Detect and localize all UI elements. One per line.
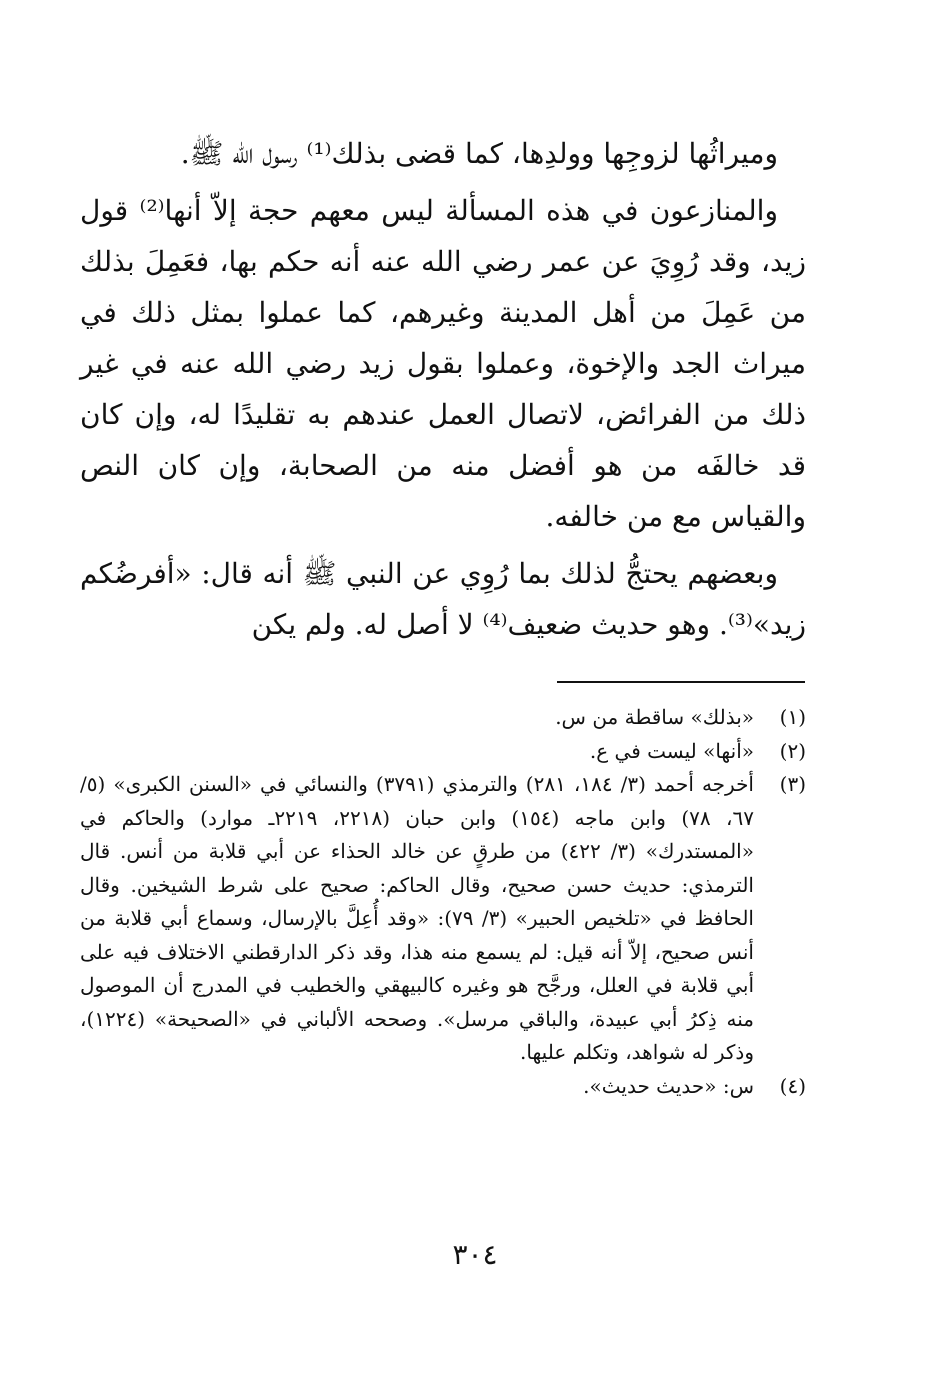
footnote-text: س: «حديث حديث». xyxy=(583,1073,754,1098)
paragraph: والمنازعون في هذه المسألة ليس معهم حجة إلاّ أنها⁽²⁾ قول زيد، وقد رُوِيَ عن عمر رضي الله عنه أنه حكم بها، فعَمِلَ بذلك من عَمِلَ من أهل المدينة وغيرهم، كما عملوا بمثل ذلك في ميراث الجد والإخوة، وعملوا بقول زيد رضي الله عنه في غير ذلك من الفرائض، لاتصال العمل عندهم به تقليدًا له، وإن كان قد خالفَه من هو أفضل منه من الصحابة، وإن كان النص والقياس مع من خالفه. xyxy=(80,194,806,533)
footnote-number: (٤) xyxy=(779,1073,806,1098)
footnote-text: «بذلك» ساقطة من س. xyxy=(555,705,754,729)
footnote xyxy=(80,701,806,735)
main-text xyxy=(80,128,806,650)
footnote-number: (٢) xyxy=(779,738,806,763)
footnote xyxy=(80,768,806,1070)
footnote-divider xyxy=(557,681,805,683)
footnote xyxy=(80,1070,806,1104)
paragraph: وميراثُها لزوجِها وولدِها، كما قضى بذلك⁽¹⁾ رسول الله ﷺ. xyxy=(180,137,778,170)
footnote-number: (١) xyxy=(779,705,806,729)
footnote-number: (٣) xyxy=(779,772,806,796)
paragraph: وبعضهم يحتجُّ لذلك بما رُوِي عن النبي ﷺ أنه قال: «أفرضُكم زيد»⁽³⁾. وهو حديث ضعيف⁽⁴⁾ لا أصل له. ولم يكن xyxy=(80,557,806,641)
footnotes xyxy=(80,701,806,1103)
footnote-text: أخرجه أحمد (٣/ ١٨٤، ٢٨١) والترمذي (٣٧٩١) والنسائي في «السنن الكبرى» (٥/ ٦٧، ٧٨) وابن ماجه (١٥٤) وابن حبان (٢٢١٨، ٢٢١٩ـ موارد) والحاكم في «المستدرك» (٣/ ٤٢٢) من طرقٍ عن خالد الحذاء عن أبي قلابة من أنس. قال الترمذي: حديث حسن صحيح، وقال الحاكم: صحيح على شرط الشيخين. وقال الحافظ في «تلخيص الحبير» (٣/ ٧٩): «وقد أُعِلَّ بالإرسال، وسماع أبي قلابة من أنس صحيح، إلاّ أنه قيل: لم يسمع منه هذا، وقد ذكر الدارقطني الاختلاف فيه على أبي قلابة في العلل، ورجَّح هو وغيره كالبيهقي والخطيب في المدرج أن الموصول منه ذِكرُ أبي عبيدة، والباقي مرسل». وصححه الألباني في «الصحيحة» (١٢٢٤)، وذكر له شواهد، وتكلم عليها. xyxy=(80,772,754,1064)
footnote xyxy=(80,735,806,769)
footnote-text: «أنها» ليست في ع. xyxy=(589,738,754,763)
page-number: ٣٠٤ xyxy=(452,1238,498,1271)
